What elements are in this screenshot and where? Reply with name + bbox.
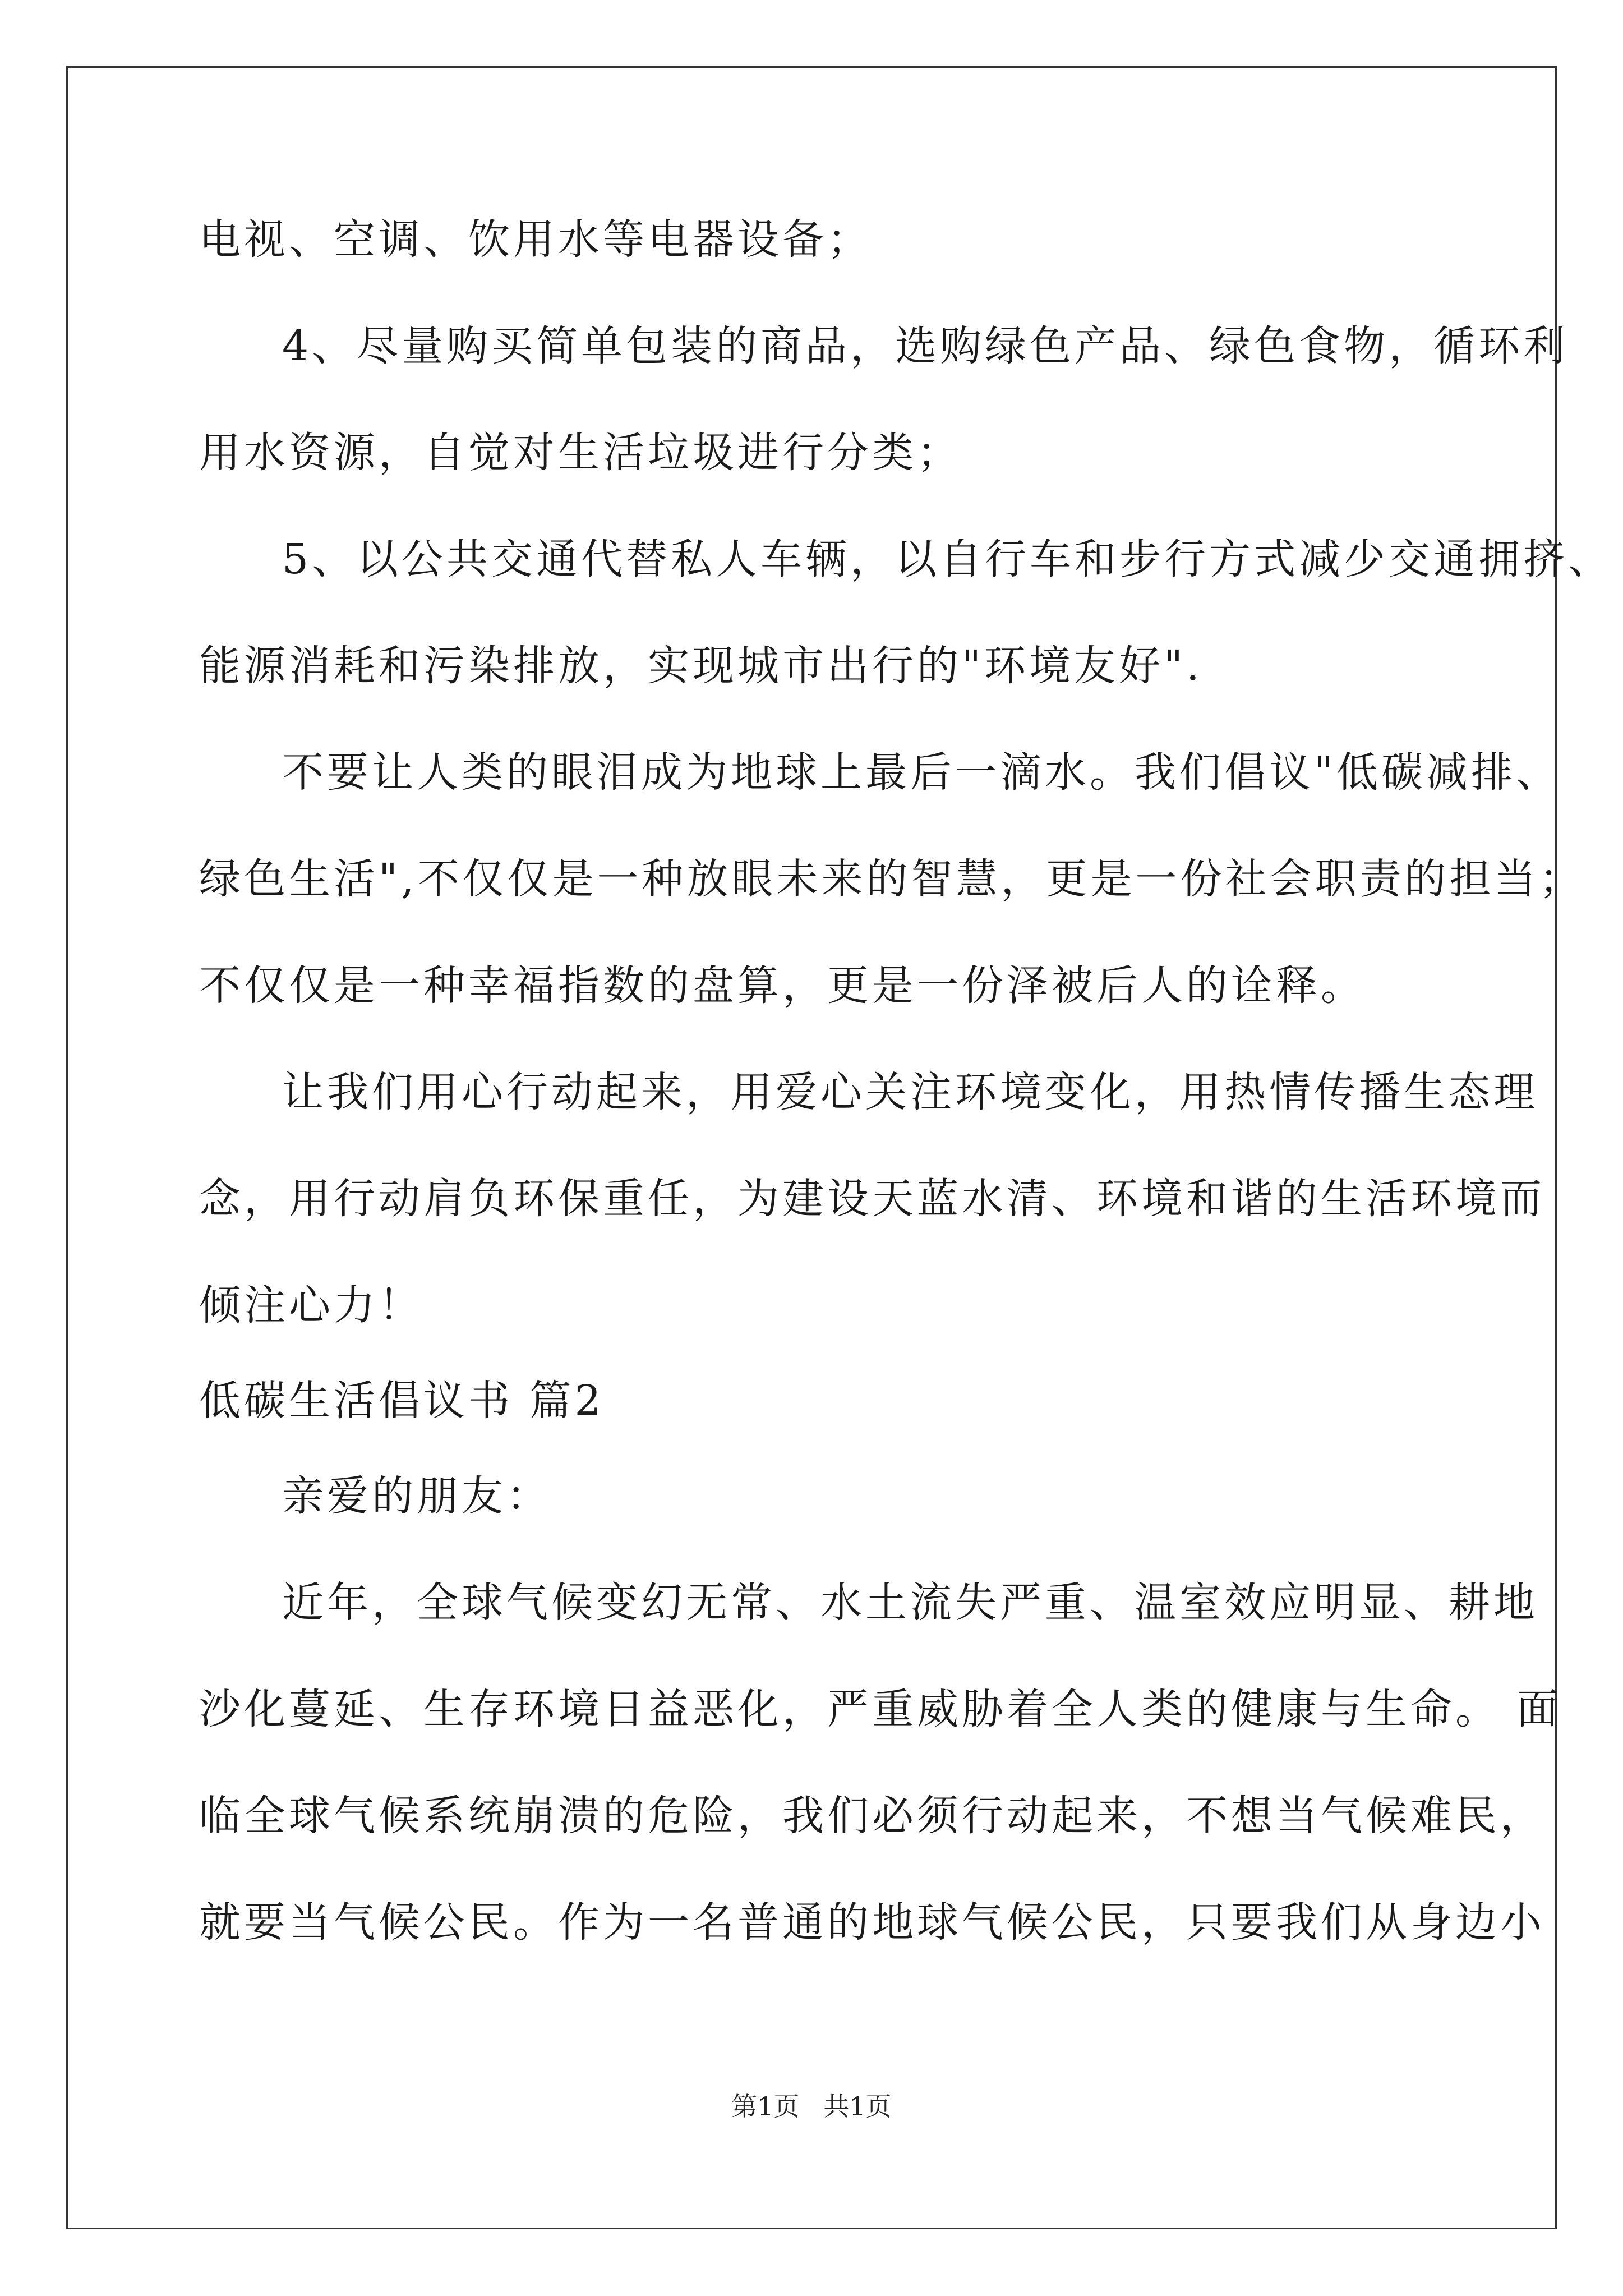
- text-line: 能源消耗和污染排放，实现城市出行的"环境友好".: [199, 642, 1203, 690]
- text-line: 临全球气候系统崩溃的危险，我们必须行动起来，不想当气候难民，: [199, 1792, 1545, 1840]
- text-line: 亲爱的朋友：: [282, 1472, 551, 1520]
- page-footer: [0, 2091, 1623, 2122]
- text-line: 念，用行动肩负环保重任，为建设天蓝水清、环境和谐的生活环境而: [199, 1175, 1545, 1223]
- text-line: 不仅仅是一种幸福指数的盘算，更是一份泽被后人的诠释。: [199, 961, 1366, 1010]
- text-line: 5、以公共交通代替私人车辆，以自行车和步行方式减少交通拥挤、: [282, 535, 1613, 583]
- page-total: 共1页: [823, 2091, 892, 2122]
- text-line: 电视、空调、饮用水等电器设备；: [199, 215, 872, 264]
- text-line: 就要当气候公民。作为一名普通的地球气候公民，只要我们从身边小: [199, 1898, 1545, 1947]
- text-line: 近年，全球气候变幻无常、水土流失严重、温室效应明显、耕地: [282, 1579, 1538, 1627]
- text-line: 4、尽量购买简单包装的商品，选购绿色产品、绿色食物，循环利: [282, 322, 1569, 370]
- text-line: 沙化蔓延、生存环境日益恶化，严重威胁着全人类的健康与生命。 面: [199, 1685, 1562, 1733]
- text-line: 倾注心力！: [199, 1281, 423, 1329]
- text-line: 用水资源，自觉对生活垃圾进行分类；: [199, 429, 962, 477]
- text-line: 让我们用心行动起来，用爱心关注环境变化，用热情传播生态理: [282, 1068, 1538, 1116]
- page-number: 第1页: [731, 2091, 800, 2122]
- section-heading: 低碳生活倡议书 篇2: [199, 1377, 605, 1425]
- text-line: 绿色生活",不仅仅是一种放眼未来的智慧，更是一份社会职责的担当；: [199, 855, 1584, 903]
- text-line: 不要让人类的眼泪成为地球上最后一滴水。我们倡议"低碳减排、: [282, 748, 1561, 797]
